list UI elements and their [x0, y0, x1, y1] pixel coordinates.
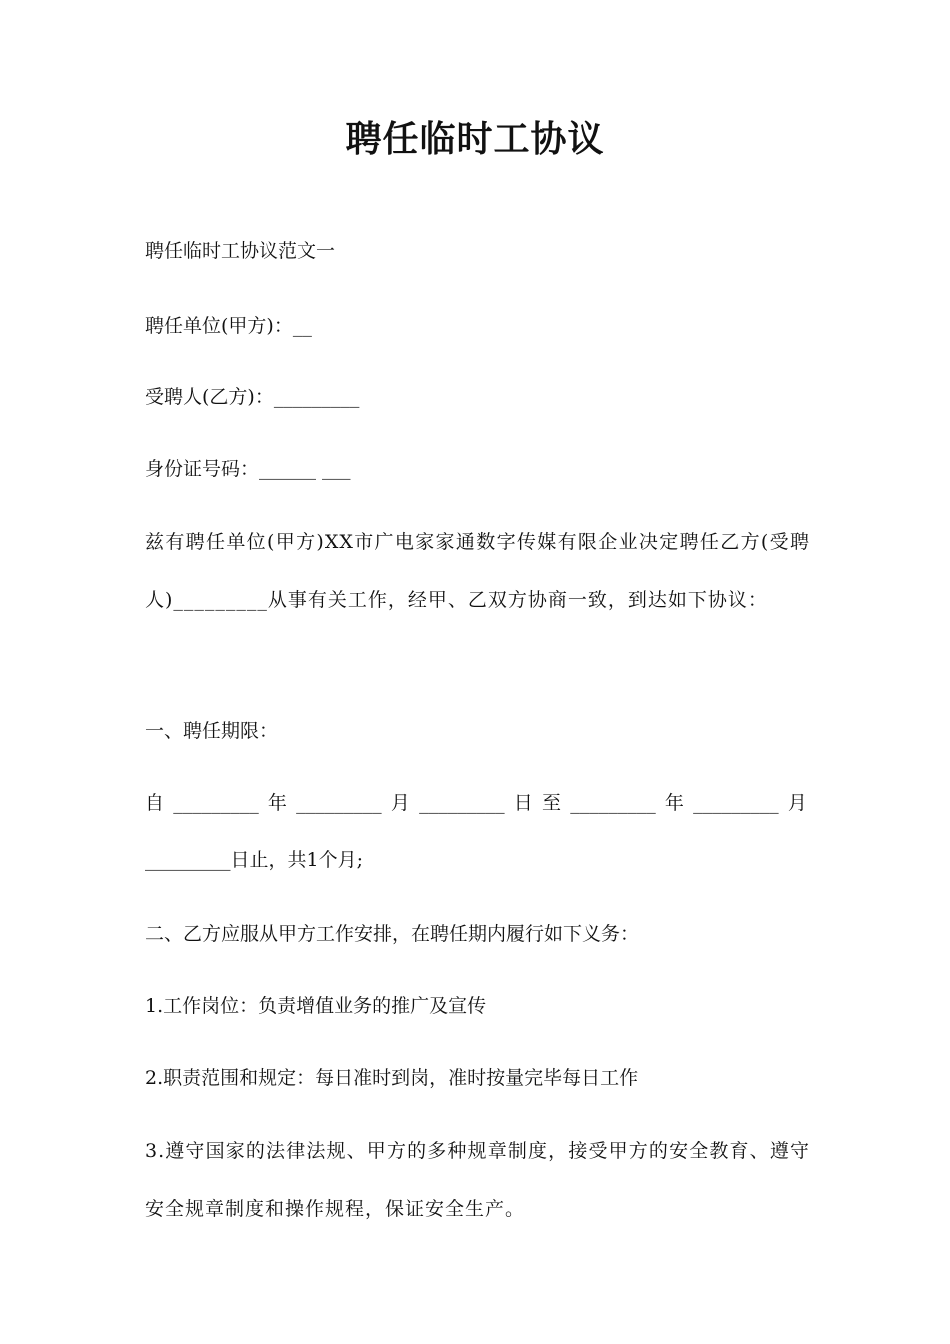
duty-item-1: 1.工作岗位：负责增值业务的推广及宣传: [145, 995, 487, 1017]
term-line-2: _________日止，共1个月;: [145, 849, 363, 871]
term-token: 日: [513, 792, 533, 814]
term-token: 至: [541, 792, 561, 814]
preamble-paragraph: 兹有聘任单位(甲方)XX市广电家家通数字传媒有限企业决定聘任乙方(受聘人)_________从事有关工作，经甲、乙双方协商一致，到达如下协议：: [145, 531, 810, 611]
document-title: 聘任临时工协议: [345, 119, 605, 160]
section-1-heading: 一、聘任期限：: [145, 720, 279, 742]
term-blank: _________: [419, 792, 505, 814]
employer-line: 聘任单位(甲方)：__: [145, 315, 312, 337]
term-blank: _________: [296, 792, 382, 814]
term-token: 年: [664, 792, 684, 814]
duty-item-3: 3.遵守国家的法律法规、甲方的多种规章制度，接受甲方的安全教育、遵守安全规章制度和操作规程，保证安全生产。: [145, 1140, 810, 1220]
term-token: 月: [390, 792, 410, 814]
term-blank: _________: [173, 792, 259, 814]
term-line-1: [145, 774, 807, 832]
employee-line: 受聘人(乙方)：_________: [145, 386, 360, 408]
term-blank: _________: [693, 792, 779, 814]
document-subtitle: 聘任临时工协议范文一: [145, 240, 336, 262]
term-blank: _________: [570, 792, 656, 814]
term-token: 自: [145, 792, 165, 814]
term-token: 月: [787, 792, 807, 814]
section-2-heading: 二、乙方应服从甲方工作安排，在聘任期内履行如下义务：: [145, 923, 640, 945]
id-number-line: 身份证号码：______ ___: [145, 458, 351, 480]
term-token: 年: [267, 792, 287, 814]
duty-item-2: 2.职责范围和规定：每日准时到岗，准时按量完毕每日工作: [145, 1067, 639, 1089]
